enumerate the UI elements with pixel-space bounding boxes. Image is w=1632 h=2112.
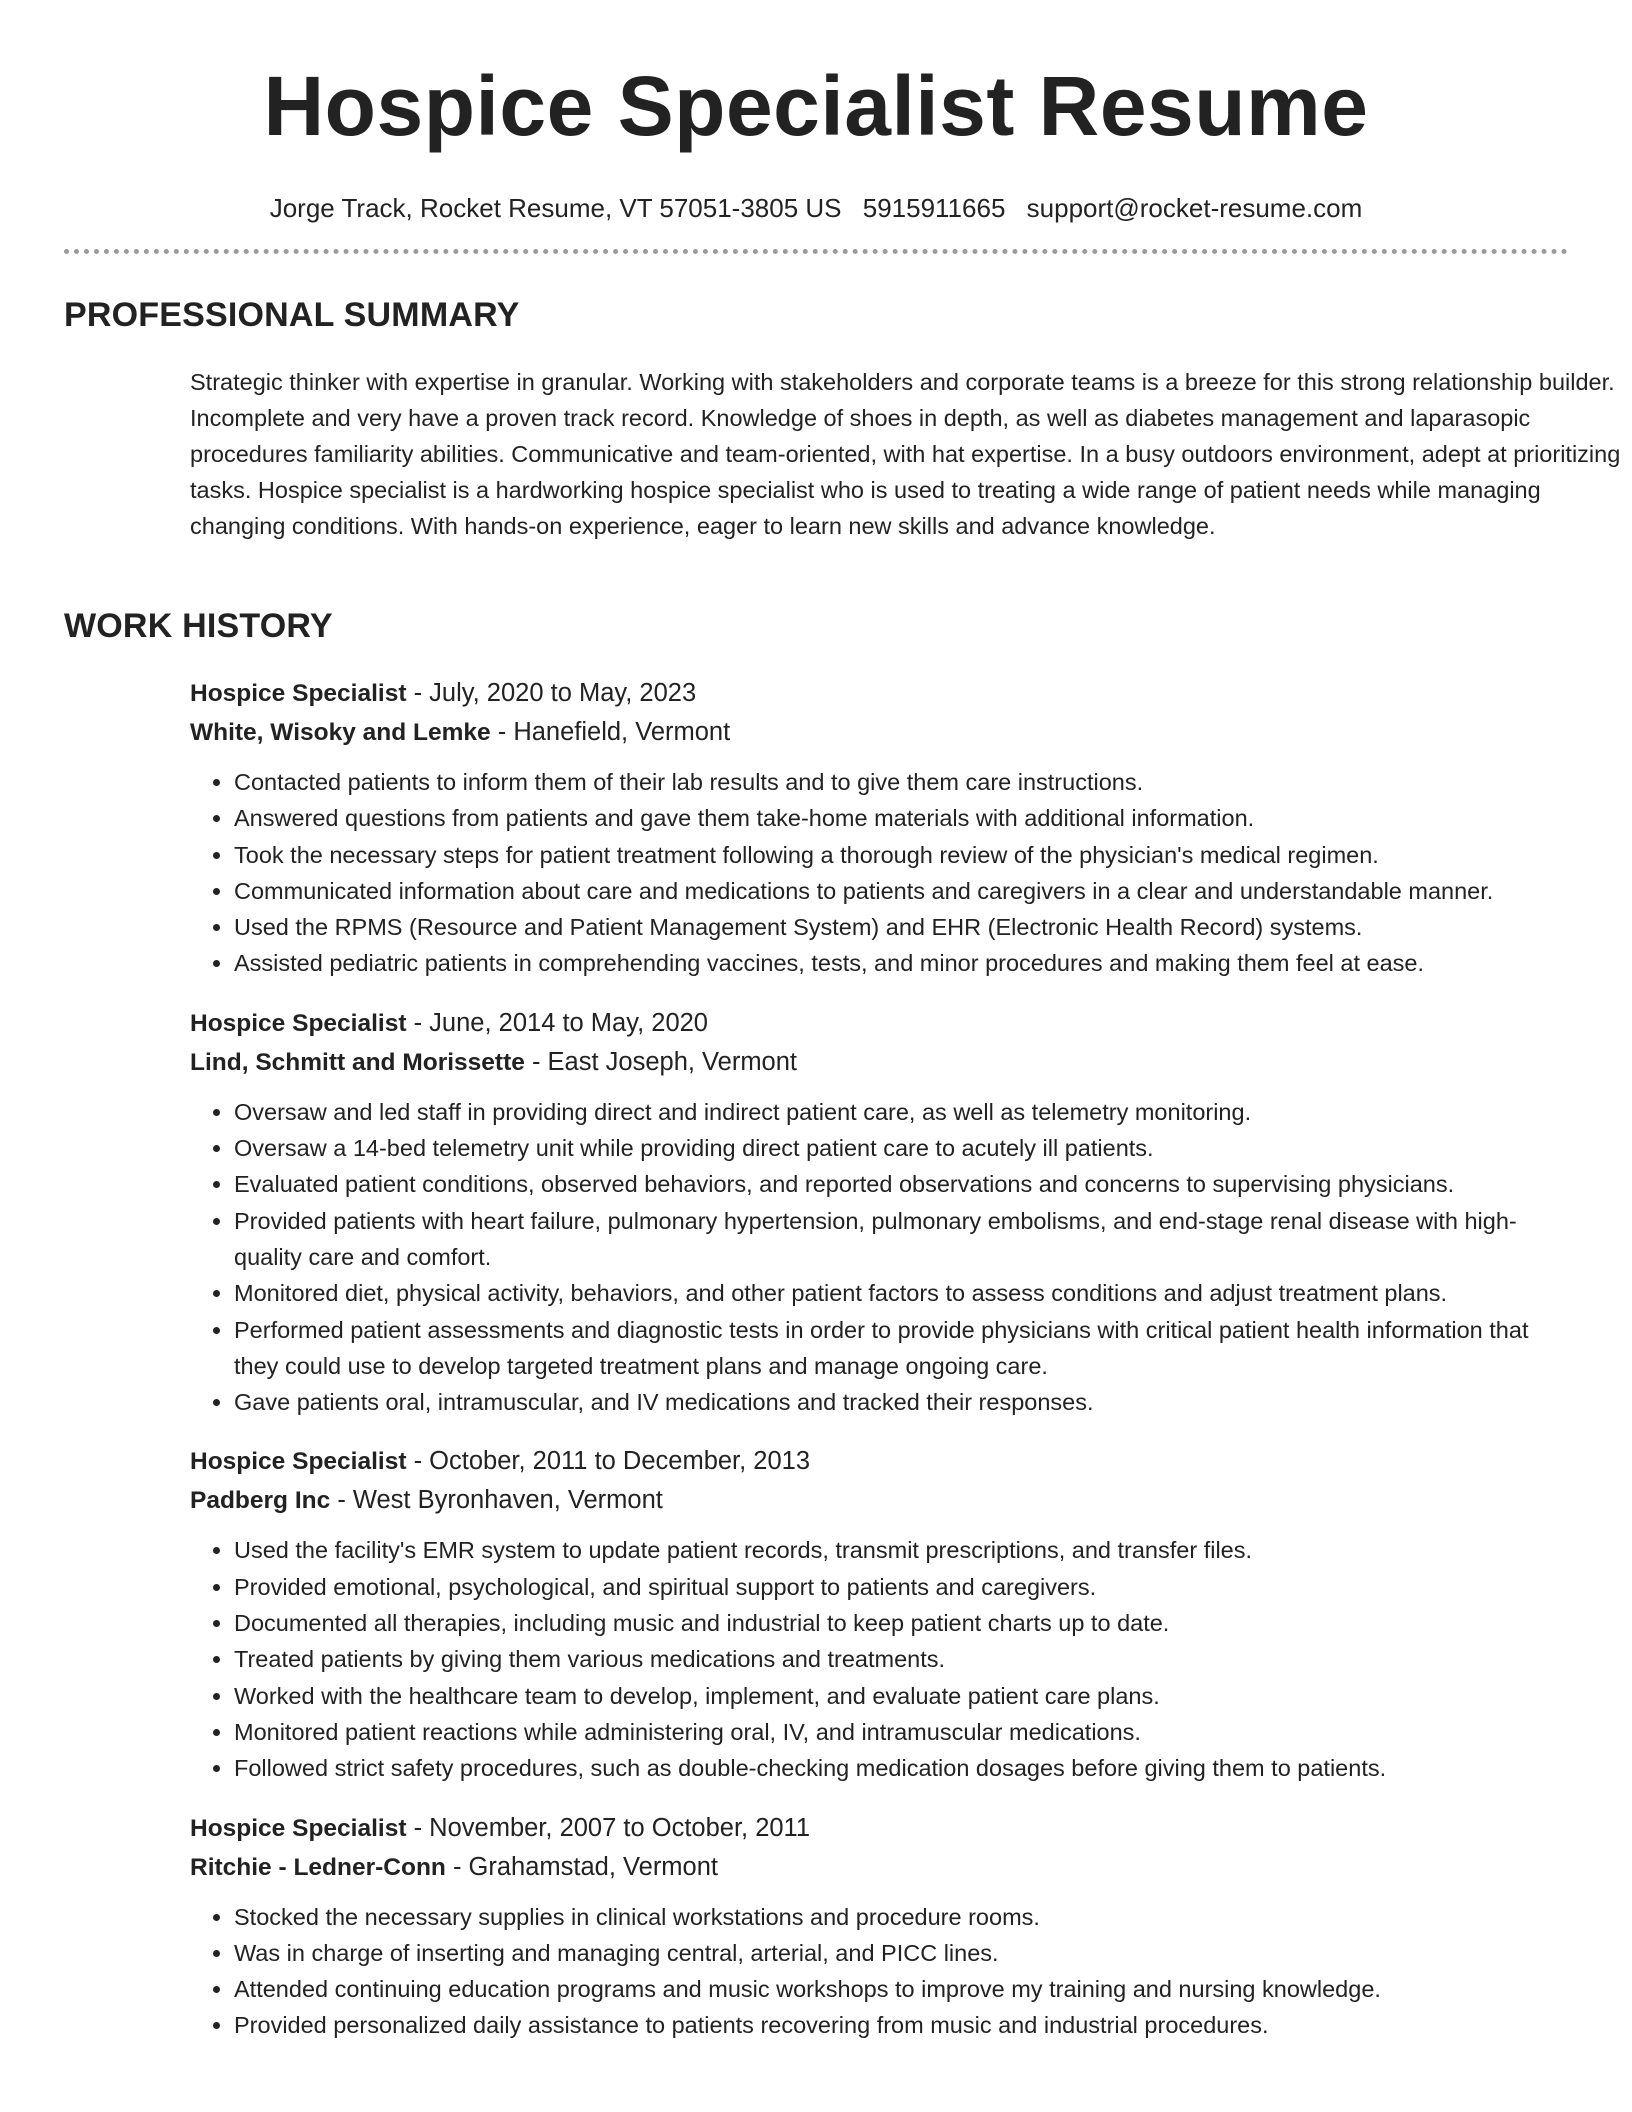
job-title: Hospice Specialist	[190, 1448, 407, 1476]
job-duty-item: • Took the necessary steps for patient treatment following a thorough review of the physician's medical regimen.	[234, 837, 1568, 873]
job-duty-item: • Stocked the necessary supplies in clinical workstations and procedure rooms.	[234, 1899, 1568, 1935]
job-title-line	[190, 674, 1568, 713]
job-duty-item: • Oversaw a 14-bed telemetry unit while providing direct patient care to acutely ill patients.	[234, 1130, 1568, 1166]
job-company: White, Wisoky and Lemke	[190, 719, 491, 746]
job-entry	[190, 1442, 1568, 1786]
work-history-list	[190, 674, 1568, 2066]
job-entry	[190, 1004, 1568, 1421]
job-location: - East Joseph, Vermont	[524, 1047, 798, 1076]
job-duties-list	[190, 1532, 1568, 1786]
job-duty-item: • Contacted patients to inform them of their lab results and to give them care instructions.	[234, 764, 1568, 800]
job-company: Lind, Schmitt and Morissette	[190, 1048, 525, 1076]
job-title: Hospice Specialist	[190, 1814, 407, 1842]
job-company-line	[190, 1848, 1568, 1887]
job-location: - West Byronhaven, Vermont	[330, 1486, 663, 1515]
job-title: Hospice Specialist	[190, 680, 407, 707]
job-duty-item: • Communicated information about care and medications to patients and caregivers in a clear and understandable manner.	[234, 873, 1568, 909]
job-company: Ritchie - Ledner-Conn	[190, 1853, 446, 1881]
summary-text: Strategic thinker with expertise in granular. Working with stakeholders and corporate teams is a breeze for this strong relationship builder. Incomplete and very have a proven track record. Knowledge of shoes in depth, as well as diabetes management and laparasopic procedures familiarity abilities. Communicative and team-oriented, with hat expertise. In a busy outdoors environment, adept at prioritizing tasks. Hospice specialist is a hardworking hospice specialist who is used to treating a wide range of patient needs while managing changing conditions. With hands-on experience, eager to learn new skills and advance knowledge.	[190, 369, 1621, 539]
job-entry	[190, 674, 1568, 982]
job-title-line	[190, 1442, 1568, 1481]
contact-email: support@rocket-resume.com	[1026, 193, 1363, 223]
summary-heading: PROFESSIONAL SUMMARY	[64, 296, 520, 334]
job-dates: - November, 2007 to October, 2011	[406, 1813, 811, 1842]
job-duty-item: • Followed strict safety procedures, such as double-checking medication dosages before giving them to patients.	[234, 1750, 1568, 1786]
contact-phone: 5915911665	[862, 193, 1006, 223]
job-duty-item: • Used the facility's EMR system to update patient records, transmit prescriptions, and transfer files.	[234, 1532, 1568, 1568]
job-title-line	[190, 1004, 1568, 1043]
job-duty-item: • Evaluated patient conditions, observed behaviors, and reported observations and concerns to supervising physicians.	[234, 1166, 1568, 1202]
job-duties-list	[190, 764, 1568, 982]
job-duty-item: • Worked with the healthcare team to develop, implement, and evaluate patient care plans.	[234, 1678, 1568, 1714]
job-duty-item: • Performed patient assessments and diagnostic tests in order to provide physicians with critical patient health information that they could use to develop targeted treatment plans and manage ongoing care.	[234, 1312, 1568, 1385]
job-entry	[190, 1809, 1568, 2044]
job-duty-item: • Answered questions from patients and gave them take-home materials with additional information.	[234, 800, 1568, 836]
job-company-line	[190, 713, 1568, 752]
contact-address: Jorge Track, Rocket Resume, VT 57051-3805 US	[269, 193, 842, 223]
job-duty-item: • Monitored diet, physical activity, behaviors, and other patient factors to assess conditions and adjust treatment plans.	[234, 1275, 1568, 1311]
job-duty-item: • Treated patients by giving them various medications and treatments.	[234, 1641, 1568, 1677]
job-duty-item: • Was in charge of inserting and managing central, arterial, and PICC lines.	[234, 1935, 1568, 1971]
job-company-line	[190, 1481, 1568, 1520]
job-company-line	[190, 1043, 1568, 1082]
job-duty-item: • Oversaw and led staff in providing direct and indirect patient care, as well as telemetry monitoring.	[234, 1094, 1568, 1130]
job-location: - Grahamstad, Vermont	[445, 1852, 718, 1881]
job-company: Padberg Inc	[190, 1487, 331, 1515]
job-dates: - June, 2014 to May, 2020	[406, 1008, 708, 1037]
resume-page	[64, 0, 1621, 2039]
job-duty-item: • Used the RPMS (Resource and Patient Management System) and EHR (Electronic Health Record) systems.	[234, 909, 1568, 945]
job-dates: - July, 2020 to May, 2023	[406, 679, 697, 707]
job-duty-item: • Attended continuing education programs and music workshops to improve my training and nursing knowledge.	[234, 1971, 1568, 2007]
job-title: Hospice Specialist	[190, 1009, 407, 1037]
job-duty-item: • Monitored patient reactions while administering oral, IV, and intramuscular medications.	[234, 1714, 1568, 1750]
job-dates: - October, 2011 to December, 2013	[406, 1447, 811, 1476]
job-location: - Hanefield, Vermont	[490, 718, 731, 746]
job-duty-item: • Assisted pediatric patients in comprehending vaccines, tests, and minor procedures and making them feel at ease.	[234, 945, 1568, 981]
work-history-heading: WORK HISTORY	[64, 607, 333, 645]
job-duty-item: • Provided patients with heart failure, pulmonary hypertension, pulmonary embolisms, and end-stage renal disease with high-quality care and comfort.	[234, 1203, 1568, 1276]
resume-title: Hospice Specialist Resume	[263, 59, 1369, 153]
job-duty-item: • Gave patients oral, intramuscular, and IV medications and tracked their responses.	[234, 1384, 1568, 1420]
dotted-divider	[64, 249, 1568, 254]
job-duties-list	[190, 1899, 1568, 2044]
job-title-line	[190, 1809, 1568, 1848]
job-duty-item: • Provided personalized daily assistance to patients recovering from music and industrial procedures.	[234, 2007, 1568, 2043]
job-duties-list	[190, 1094, 1568, 1421]
contact-line	[64, 188, 1568, 228]
job-duty-item: • Provided emotional, psychological, and spiritual support to patients and caregivers.	[234, 1569, 1568, 1605]
job-duty-item: • Documented all therapies, including music and industrial to keep patient charts up to date.	[234, 1605, 1568, 1641]
